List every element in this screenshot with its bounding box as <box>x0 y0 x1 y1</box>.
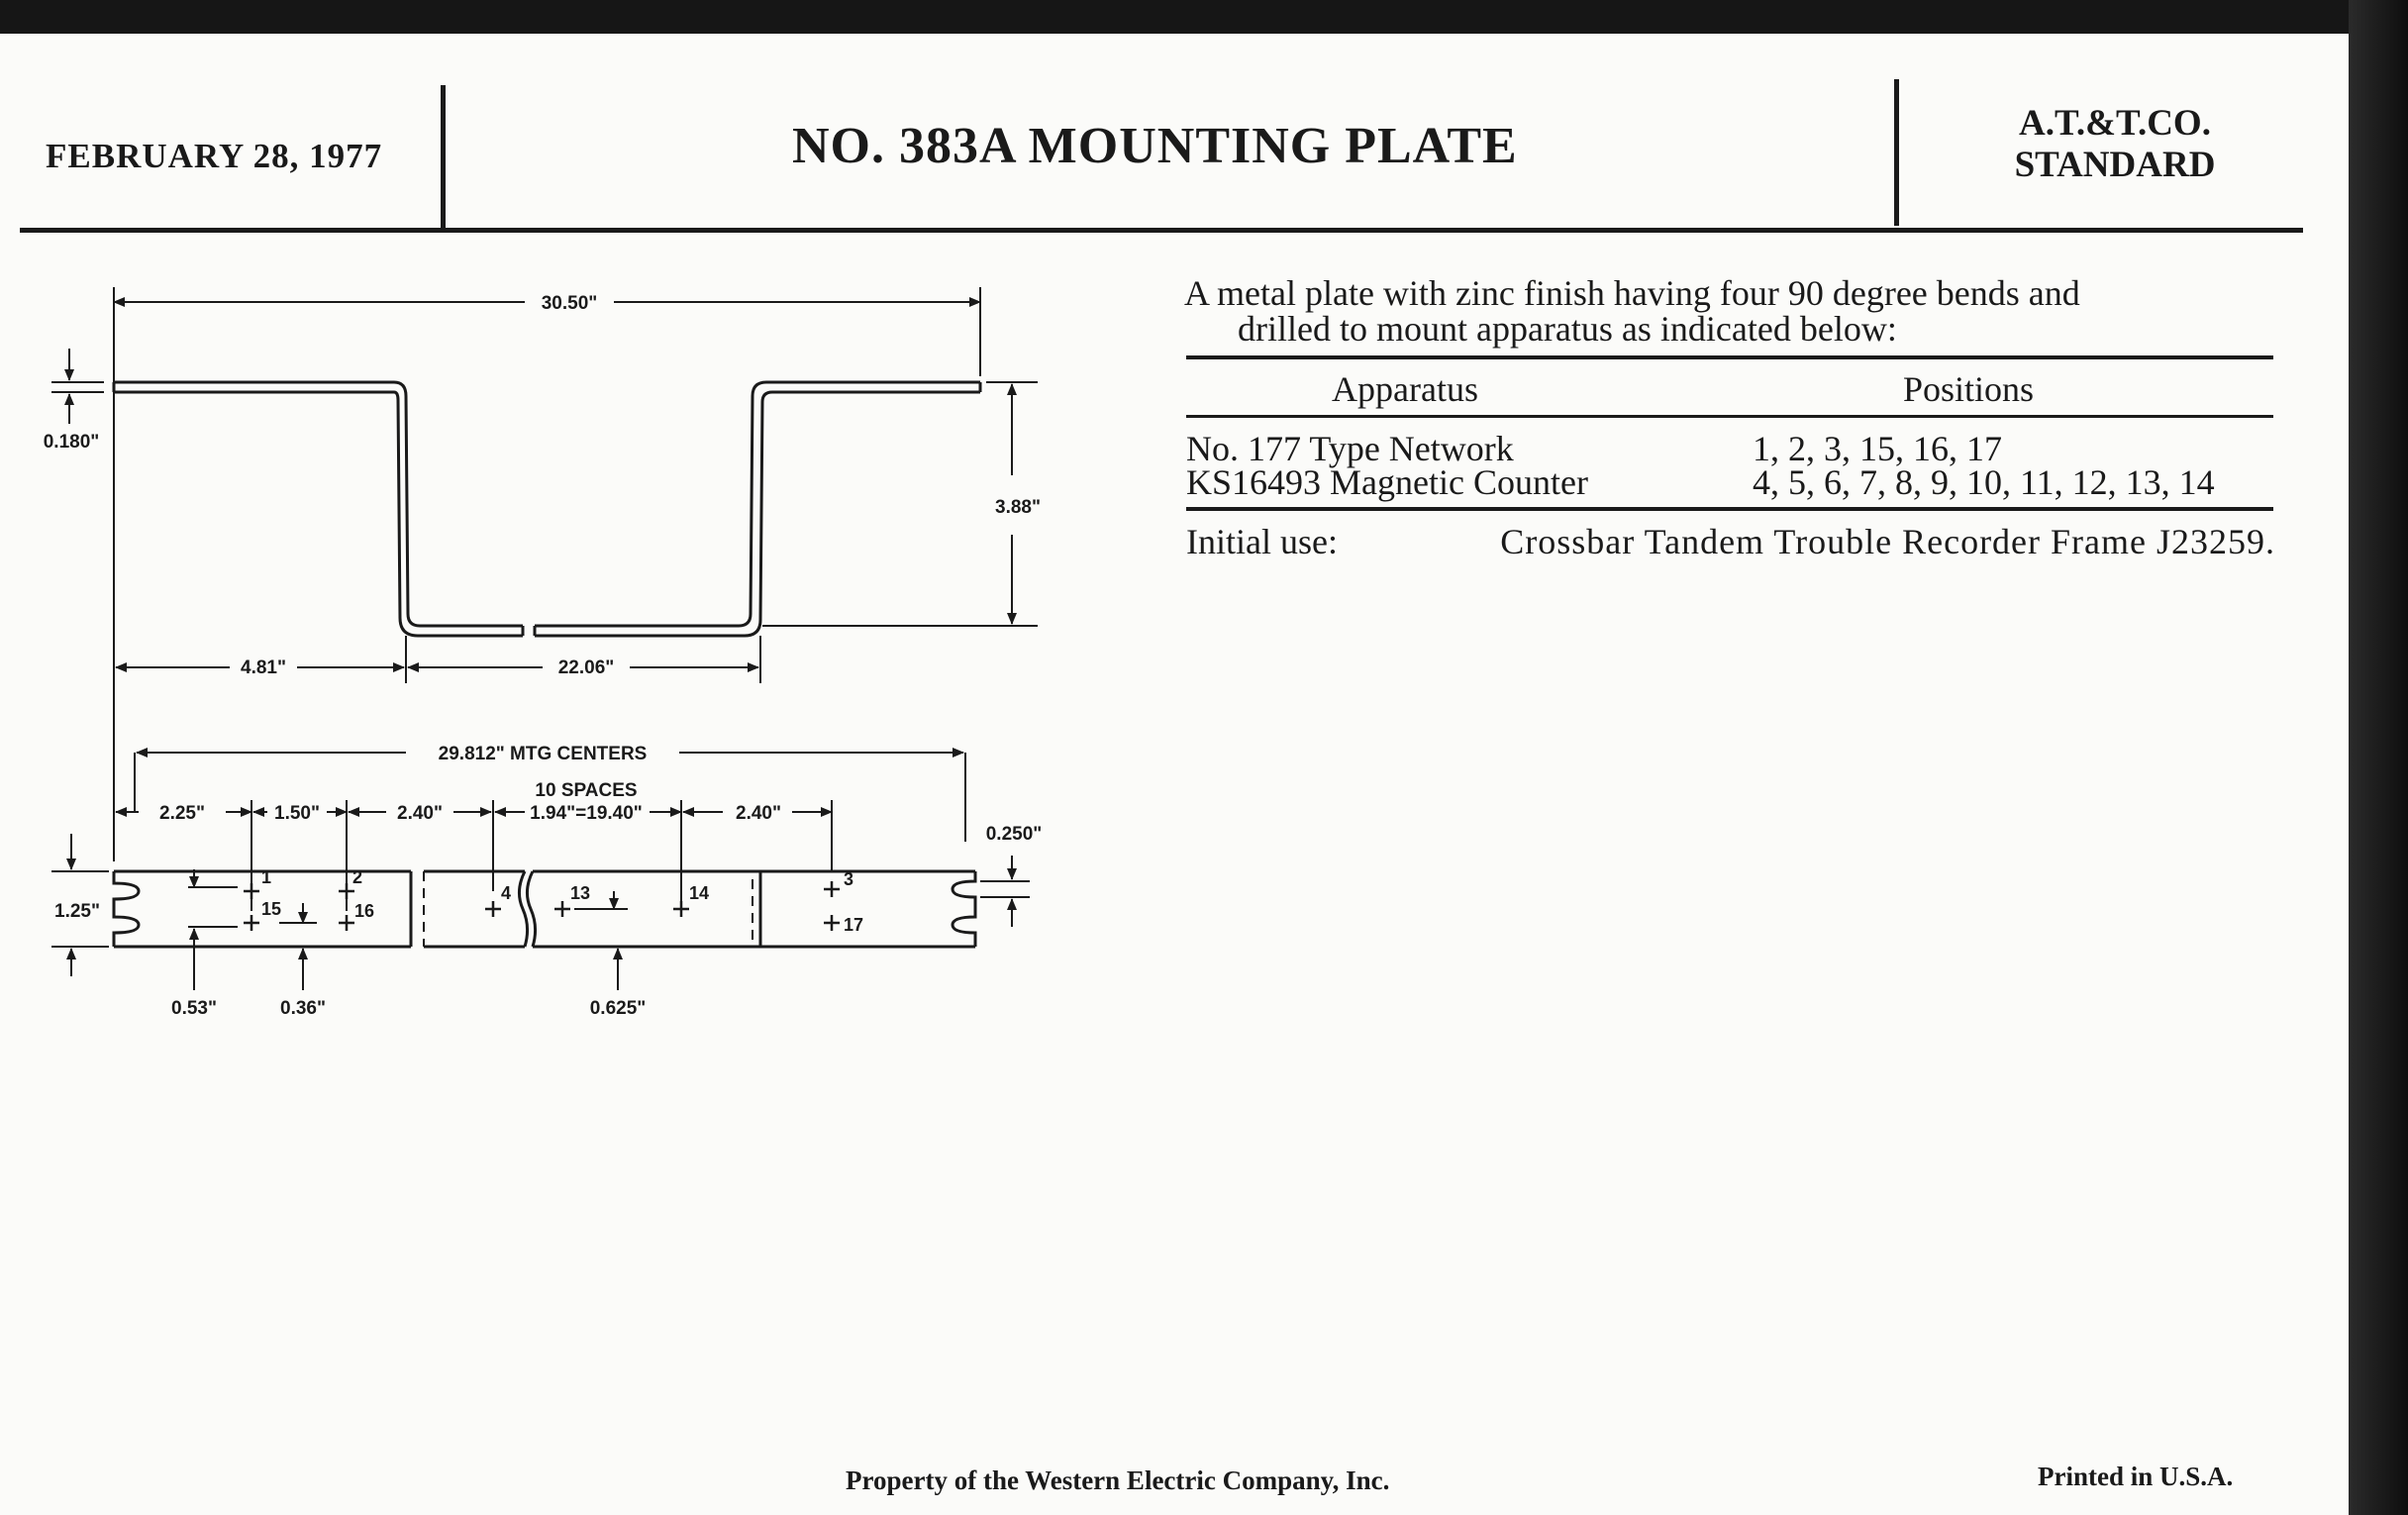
table-cell-positions-2: 4, 5, 6, 7, 8, 9, 10, 11, 12, 13, 14 <box>1753 462 2215 502</box>
dim-1-25: 1.25" <box>54 901 100 922</box>
header-divider-left <box>441 85 446 232</box>
header-divider-right <box>1894 79 1899 226</box>
mounting-plate-drawing <box>0 257 1089 1149</box>
table-cell-apparatus-1: No. 177 Type Network <box>1186 429 1514 468</box>
description <box>1184 275 2273 347</box>
dim-2-25: 2.25" <box>159 803 205 824</box>
description-line-1: A metal plate with zinc finish having four 90 degree bends and <box>1184 273 2080 313</box>
standard-label <box>1976 103 2254 186</box>
dim-left: 4.81" <box>241 657 286 678</box>
plate-profile <box>114 382 980 636</box>
dim-bottom: 22.06" <box>557 657 615 678</box>
dim-mtg-centers: 29.812" MTG CENTERS <box>438 744 648 764</box>
hole-label-4: 4 <box>501 883 512 903</box>
hole-label-14: 14 <box>689 883 710 903</box>
table-cell-positions-1: 1, 2, 3, 15, 16, 17 <box>1753 429 2002 468</box>
hole-label-1: 1 <box>261 867 272 887</box>
hole-label-15: 15 <box>261 899 282 919</box>
scan-edge <box>2349 0 2408 1515</box>
footer-property: Property of the Western Electric Company, Inc. <box>846 1465 1390 1495</box>
table-header-apparatus: Apparatus <box>1332 369 1478 409</box>
hole-label-17: 17 <box>844 915 864 935</box>
table-bottom-rule <box>1186 507 2273 511</box>
hole-label-16: 16 <box>354 901 375 921</box>
table-header-positions: Positions <box>1903 369 2035 409</box>
initial-use-label: Initial use: <box>1186 522 1338 561</box>
standard-line-1: A.T.&T.CO. <box>2019 103 2211 144</box>
dim-height: 3.88" <box>995 497 1041 518</box>
dim-1-50: 1.50" <box>274 803 320 824</box>
hole-marks <box>244 881 840 931</box>
spaces-label: 10 SPACES <box>535 780 638 801</box>
dim-overall: 30.50" <box>541 293 598 314</box>
hole-label-2: 2 <box>352 867 363 887</box>
dim-2-40-left: 2.40" <box>397 803 443 824</box>
hole-label-3: 3 <box>844 869 854 889</box>
dim-0-250: 0.250" <box>985 824 1043 845</box>
initial-use <box>1186 521 2275 562</box>
initial-use-value: Crossbar Tandem Trouble Recorder Frame J23259. <box>1500 522 2275 561</box>
hole-label-13: 13 <box>570 883 591 903</box>
dim-0-625: 0.625" <box>589 998 647 1019</box>
dim-0-53: 0.53" <box>171 998 217 1019</box>
dim-2-40-right: 2.40" <box>736 803 781 824</box>
standard-line-2: STANDARD <box>2014 145 2216 185</box>
description-line-2: drilled to mount apparatus as indicated below: <box>1238 309 1897 349</box>
page-title: NO. 383A MOUNTING PLATE <box>792 118 1518 174</box>
header-date: FEBRUARY 28, 1977 <box>46 137 383 175</box>
table-top-rule <box>1186 355 2273 359</box>
dim-thickness: 0.180" <box>43 432 100 453</box>
footer-printed: Printed in U.S.A. <box>2038 1462 2234 1491</box>
dim-0-36: 0.36" <box>280 998 326 1019</box>
table-header-rule <box>1186 415 2273 418</box>
dim-spaces: 1.94"=19.40" <box>530 803 643 824</box>
table-cell-apparatus-2: KS16493 Magnetic Counter <box>1186 462 1588 502</box>
header-rule <box>20 228 2303 233</box>
